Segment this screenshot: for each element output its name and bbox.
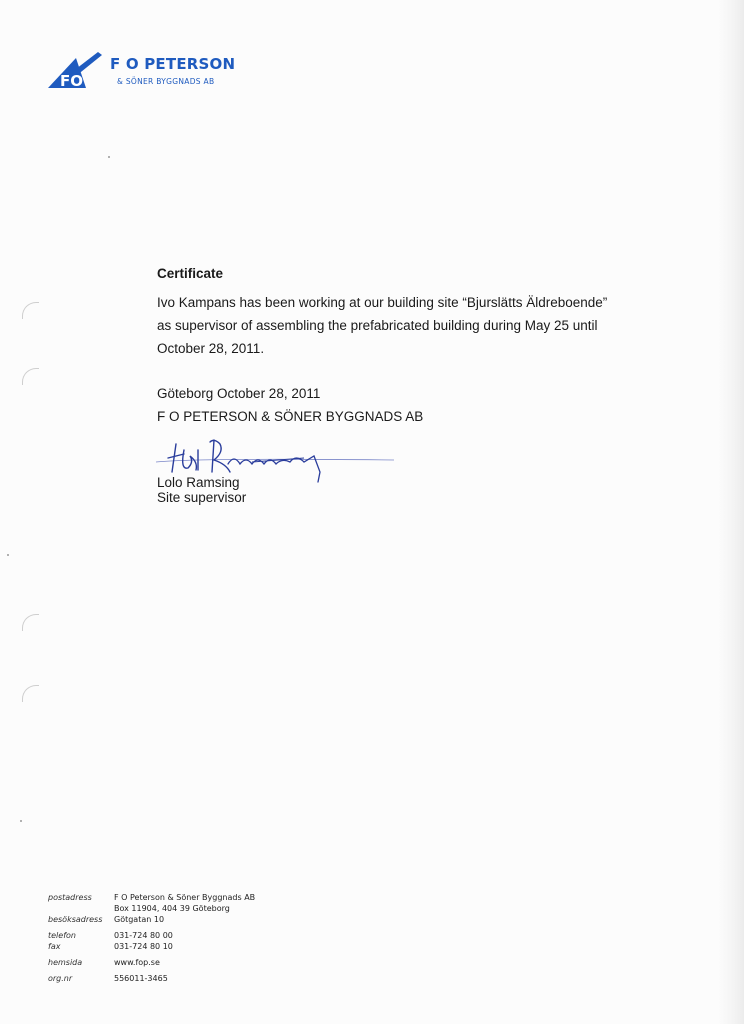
company-subtitle: & SÖNER BYGGNADS AB xyxy=(117,77,215,86)
footer-value: 556011-3465 xyxy=(114,974,168,983)
company-name: F O PETERSON xyxy=(110,55,236,73)
footer-value: Box 11904, 404 39 Göteborg xyxy=(114,904,230,913)
footer-label: hemsida xyxy=(48,958,83,967)
place-date: Göteborg October 28, 2011 xyxy=(157,386,321,401)
footer-row-besoksadress xyxy=(48,914,255,925)
scan-speck xyxy=(20,820,22,822)
footer-value: 031-724 80 10 xyxy=(114,942,173,951)
letter-body xyxy=(157,291,617,360)
sender-company: F O PETERSON & SÖNER BYGGNADS AB xyxy=(157,409,424,424)
footer-value: 031-724 80 00 xyxy=(114,931,173,940)
footer-label: org.nr xyxy=(48,974,73,983)
scan-speck xyxy=(108,156,110,158)
footer-label: telefon xyxy=(48,931,76,940)
signer-name: Lolo Ramsing xyxy=(157,475,240,490)
paper-edge-shadow xyxy=(718,0,744,1024)
logo-text: FO xyxy=(60,72,83,90)
binder-hole-mark xyxy=(22,368,39,385)
footer-value: Götgatan 10 xyxy=(114,915,165,924)
body-line: October 28, 2011. xyxy=(157,341,265,356)
footer-row-postadress-2 xyxy=(48,903,255,914)
binder-hole-mark xyxy=(22,614,39,631)
binder-hole-mark xyxy=(22,685,39,702)
footer-label: besöksadress xyxy=(48,915,103,924)
letter-heading: Certificate xyxy=(157,266,224,281)
letterhead-footer xyxy=(48,892,255,984)
footer-row-telefon xyxy=(48,930,255,941)
footer-row-fax xyxy=(48,941,255,952)
footer-label: fax xyxy=(48,942,61,951)
footer-row-orgnr xyxy=(48,973,255,984)
footer-value: www.fop.se xyxy=(114,958,160,967)
body-line: as supervisor of assembling the prefabricated building during May 25 until xyxy=(157,318,598,333)
company-logo xyxy=(46,50,106,90)
signer-title: Site supervisor xyxy=(157,490,247,505)
footer-label: postadress xyxy=(48,893,92,902)
footer-row-postadress xyxy=(48,892,255,903)
body-line: Ivo Kampans has been working at our building site “Bjurslätts Äldreboende” xyxy=(157,295,608,310)
footer-row-hemsida xyxy=(48,957,255,968)
scan-speck xyxy=(7,554,9,556)
footer-value: F O Peterson & Söner Byggnads AB xyxy=(114,893,256,902)
binder-hole-mark xyxy=(22,302,39,319)
